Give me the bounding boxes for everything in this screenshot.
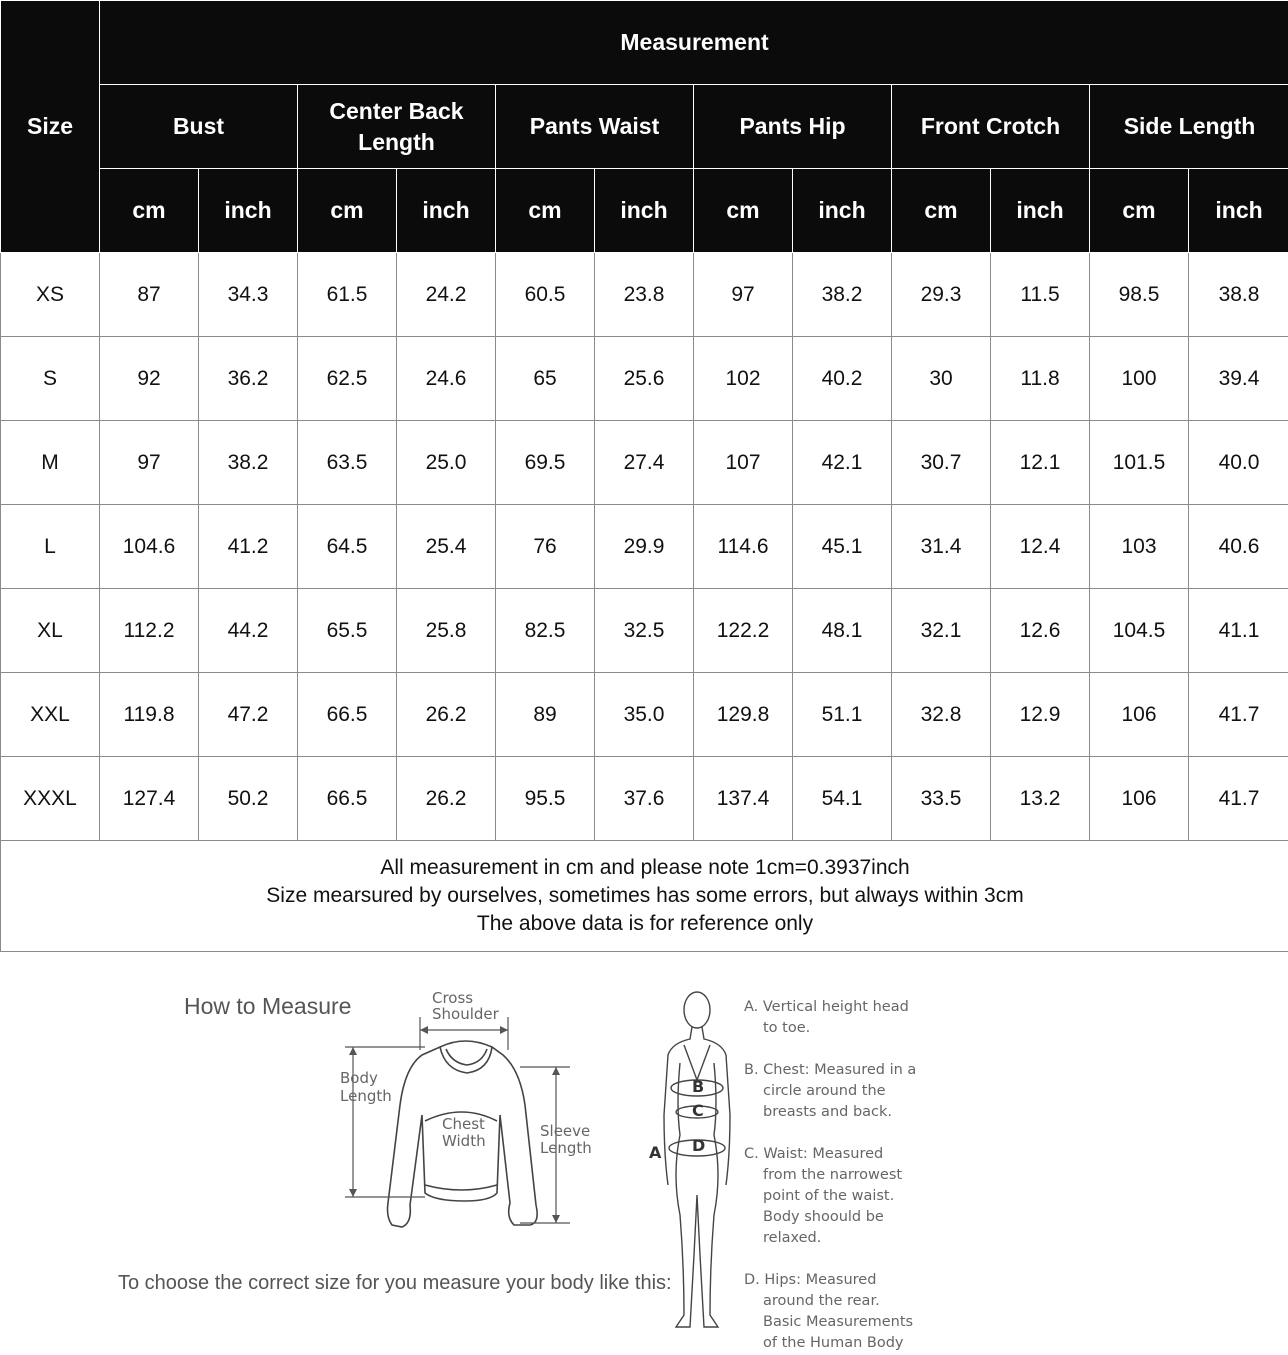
value-cell: 76 bbox=[496, 505, 595, 589]
value-cell: 36.2 bbox=[199, 337, 298, 421]
unit-header-inch: inch bbox=[1189, 169, 1288, 253]
value-cell: 97 bbox=[100, 421, 199, 505]
unit-header-cm: cm bbox=[694, 169, 793, 253]
unit-header-cm: cm bbox=[496, 169, 595, 253]
value-cell: 82.5 bbox=[496, 589, 595, 673]
table-row bbox=[1, 757, 1288, 841]
column-header: Pants Hip bbox=[694, 85, 892, 169]
value-cell: 40.0 bbox=[1189, 421, 1288, 505]
unit-header-cm: cm bbox=[892, 169, 991, 253]
value-cell: 54.1 bbox=[793, 757, 892, 841]
value-cell: 26.2 bbox=[397, 757, 496, 841]
value-cell: 41.7 bbox=[1189, 757, 1288, 841]
value-cell: 11.8 bbox=[991, 337, 1090, 421]
body-note-line: to toe. bbox=[763, 1020, 811, 1036]
value-cell: 47.2 bbox=[199, 673, 298, 757]
value-cell: 26.2 bbox=[397, 673, 496, 757]
value-cell: 29.3 bbox=[892, 253, 991, 337]
value-cell: 127.4 bbox=[100, 757, 199, 841]
value-cell: 64.5 bbox=[298, 505, 397, 589]
value-cell: 92 bbox=[100, 337, 199, 421]
body-note-line: circle around the bbox=[763, 1083, 886, 1099]
table-row bbox=[1, 421, 1288, 505]
value-cell: 42.1 bbox=[793, 421, 892, 505]
value-cell: 31.4 bbox=[892, 505, 991, 589]
value-cell: 69.5 bbox=[496, 421, 595, 505]
value-cell: 27.4 bbox=[595, 421, 694, 505]
value-cell: 25.4 bbox=[397, 505, 496, 589]
notes-row bbox=[1, 841, 1288, 952]
marker-c: C bbox=[692, 1101, 704, 1120]
sleeve-length-label: Sleeve bbox=[540, 1122, 591, 1140]
chest-width-label: Width bbox=[442, 1132, 486, 1150]
unit-header-inch: inch bbox=[397, 169, 496, 253]
value-cell: 12.1 bbox=[991, 421, 1090, 505]
notes-cell bbox=[1, 841, 1288, 952]
column-header: Side Length bbox=[1090, 85, 1288, 169]
value-cell: 24.6 bbox=[397, 337, 496, 421]
size-cell: M bbox=[1, 421, 100, 505]
unit-header-inch: inch bbox=[595, 169, 694, 253]
unit-header-inch: inch bbox=[199, 169, 298, 253]
body-note-line: point of the waist. bbox=[763, 1188, 895, 1204]
value-cell: 102 bbox=[694, 337, 793, 421]
column-header: Center Back Length bbox=[298, 85, 496, 169]
value-cell: 12.6 bbox=[991, 589, 1090, 673]
value-cell: 104.5 bbox=[1090, 589, 1189, 673]
value-cell: 25.8 bbox=[397, 589, 496, 673]
size-cell: S bbox=[1, 337, 100, 421]
body-note-line: A. Vertical height head bbox=[744, 999, 909, 1015]
size-cell: XL bbox=[1, 589, 100, 673]
note-line: Size mearsured by ourselves, sometimes has some errors, but always within 3cm bbox=[266, 884, 1024, 907]
table-body bbox=[1, 253, 1288, 952]
value-cell: 13.2 bbox=[991, 757, 1090, 841]
value-cell: 44.2 bbox=[199, 589, 298, 673]
measurement-header: Measurement bbox=[100, 1, 1288, 85]
value-cell: 39.4 bbox=[1189, 337, 1288, 421]
value-cell: 101.5 bbox=[1090, 421, 1189, 505]
value-cell: 51.1 bbox=[793, 673, 892, 757]
value-cell: 29.9 bbox=[595, 505, 694, 589]
guide-instruction: To choose the correct size for you measure your body like this: bbox=[118, 1272, 672, 1294]
body-length-label: Length bbox=[340, 1087, 392, 1105]
body-length-label: Body bbox=[340, 1069, 378, 1087]
value-cell: 30 bbox=[892, 337, 991, 421]
value-cell: 65.5 bbox=[298, 589, 397, 673]
value-cell: 40.2 bbox=[793, 337, 892, 421]
body-note-line: D. Hips: Measured bbox=[744, 1272, 877, 1288]
unit-header-inch: inch bbox=[793, 169, 892, 253]
value-cell: 34.3 bbox=[199, 253, 298, 337]
value-cell: 65 bbox=[496, 337, 595, 421]
value-cell: 32.5 bbox=[595, 589, 694, 673]
value-cell: 38.2 bbox=[199, 421, 298, 505]
value-cell: 61.5 bbox=[298, 253, 397, 337]
marker-b: B bbox=[692, 1077, 705, 1096]
value-cell: 41.7 bbox=[1189, 673, 1288, 757]
guide-title: How to Measure bbox=[184, 993, 352, 1019]
size-cell: XXL bbox=[1, 673, 100, 757]
note-line: All measurement in cm and please note 1cm=0.3937inch bbox=[380, 856, 910, 879]
table-row bbox=[1, 253, 1288, 337]
how-to-measure-guide bbox=[0, 955, 1288, 1355]
body-note-line: C. Waist: Measured bbox=[744, 1146, 884, 1162]
body-note-line: of the Human Body bbox=[763, 1335, 904, 1351]
size-cell: XXXL bbox=[1, 757, 100, 841]
value-cell: 66.5 bbox=[298, 673, 397, 757]
value-cell: 12.9 bbox=[991, 673, 1090, 757]
value-cell: 129.8 bbox=[694, 673, 793, 757]
measurement-group-row bbox=[1, 85, 1288, 169]
size-cell: L bbox=[1, 505, 100, 589]
value-cell: 104.6 bbox=[100, 505, 199, 589]
column-header: Front Crotch bbox=[892, 85, 1090, 169]
value-cell: 60.5 bbox=[496, 253, 595, 337]
value-cell: 30.7 bbox=[892, 421, 991, 505]
value-cell: 137.4 bbox=[694, 757, 793, 841]
column-header: Pants Waist bbox=[496, 85, 694, 169]
value-cell: 32.1 bbox=[892, 589, 991, 673]
unit-header-cm: cm bbox=[100, 169, 199, 253]
body-note-line: from the narrowest bbox=[763, 1167, 903, 1183]
value-cell: 40.6 bbox=[1189, 505, 1288, 589]
value-cell: 119.8 bbox=[100, 673, 199, 757]
human-figure bbox=[664, 992, 730, 1327]
value-cell: 50.2 bbox=[199, 757, 298, 841]
body-note-line: Basic Measurements bbox=[763, 1314, 914, 1330]
body-note-line: Body shoould be bbox=[763, 1209, 884, 1225]
value-cell: 38.2 bbox=[793, 253, 892, 337]
value-cell: 106 bbox=[1090, 673, 1189, 757]
cross-shoulder-label: Shoulder bbox=[432, 1005, 499, 1023]
value-cell: 100 bbox=[1090, 337, 1189, 421]
body-note-line: around the rear. bbox=[763, 1293, 880, 1309]
value-cell: 24.2 bbox=[397, 253, 496, 337]
value-cell: 41.1 bbox=[1189, 589, 1288, 673]
value-cell: 112.2 bbox=[100, 589, 199, 673]
size-cell: XS bbox=[1, 253, 100, 337]
value-cell: 66.5 bbox=[298, 757, 397, 841]
value-cell: 11.5 bbox=[991, 253, 1090, 337]
cross-shoulder-label: Cross bbox=[432, 989, 474, 1007]
sleeve-length-label: Length bbox=[540, 1139, 592, 1157]
table-row bbox=[1, 589, 1288, 673]
table-row bbox=[1, 505, 1288, 589]
unit-row bbox=[1, 169, 1288, 253]
value-cell: 25.0 bbox=[397, 421, 496, 505]
value-cell: 107 bbox=[694, 421, 793, 505]
value-cell: 98.5 bbox=[1090, 253, 1189, 337]
unit-header-cm: cm bbox=[298, 169, 397, 253]
value-cell: 41.2 bbox=[199, 505, 298, 589]
value-cell: 12.4 bbox=[991, 505, 1090, 589]
value-cell: 62.5 bbox=[298, 337, 397, 421]
value-cell: 25.6 bbox=[595, 337, 694, 421]
value-cell: 37.6 bbox=[595, 757, 694, 841]
value-cell: 97 bbox=[694, 253, 793, 337]
value-cell: 103 bbox=[1090, 505, 1189, 589]
value-cell: 63.5 bbox=[298, 421, 397, 505]
value-cell: 33.5 bbox=[892, 757, 991, 841]
value-cell: 23.8 bbox=[595, 253, 694, 337]
size-header: Size bbox=[1, 1, 100, 253]
value-cell: 32.8 bbox=[892, 673, 991, 757]
value-cell: 106 bbox=[1090, 757, 1189, 841]
body-note-line: B. Chest: Measured in a bbox=[744, 1062, 917, 1078]
body-note-line: breasts and back. bbox=[763, 1104, 893, 1120]
value-cell: 114.6 bbox=[694, 505, 793, 589]
marker-d: D bbox=[692, 1136, 706, 1155]
value-cell: 95.5 bbox=[496, 757, 595, 841]
marker-a: A bbox=[649, 1143, 662, 1162]
note-line: The above data is for reference only bbox=[476, 912, 814, 935]
value-cell: 48.1 bbox=[793, 589, 892, 673]
value-cell: 122.2 bbox=[694, 589, 793, 673]
chest-width-label: Chest bbox=[442, 1115, 485, 1133]
unit-header-cm: cm bbox=[1090, 169, 1189, 253]
value-cell: 89 bbox=[496, 673, 595, 757]
table-row bbox=[1, 337, 1288, 421]
body-measurement-notes bbox=[744, 999, 916, 1351]
value-cell: 45.1 bbox=[793, 505, 892, 589]
table-row bbox=[1, 673, 1288, 757]
value-cell: 38.8 bbox=[1189, 253, 1288, 337]
body-note-line: relaxed. bbox=[763, 1230, 822, 1246]
table-header bbox=[1, 1, 1288, 253]
value-cell: 35.0 bbox=[595, 673, 694, 757]
unit-header-inch: inch bbox=[991, 169, 1090, 253]
value-cell: 87 bbox=[100, 253, 199, 337]
column-header: Bust bbox=[100, 85, 298, 169]
